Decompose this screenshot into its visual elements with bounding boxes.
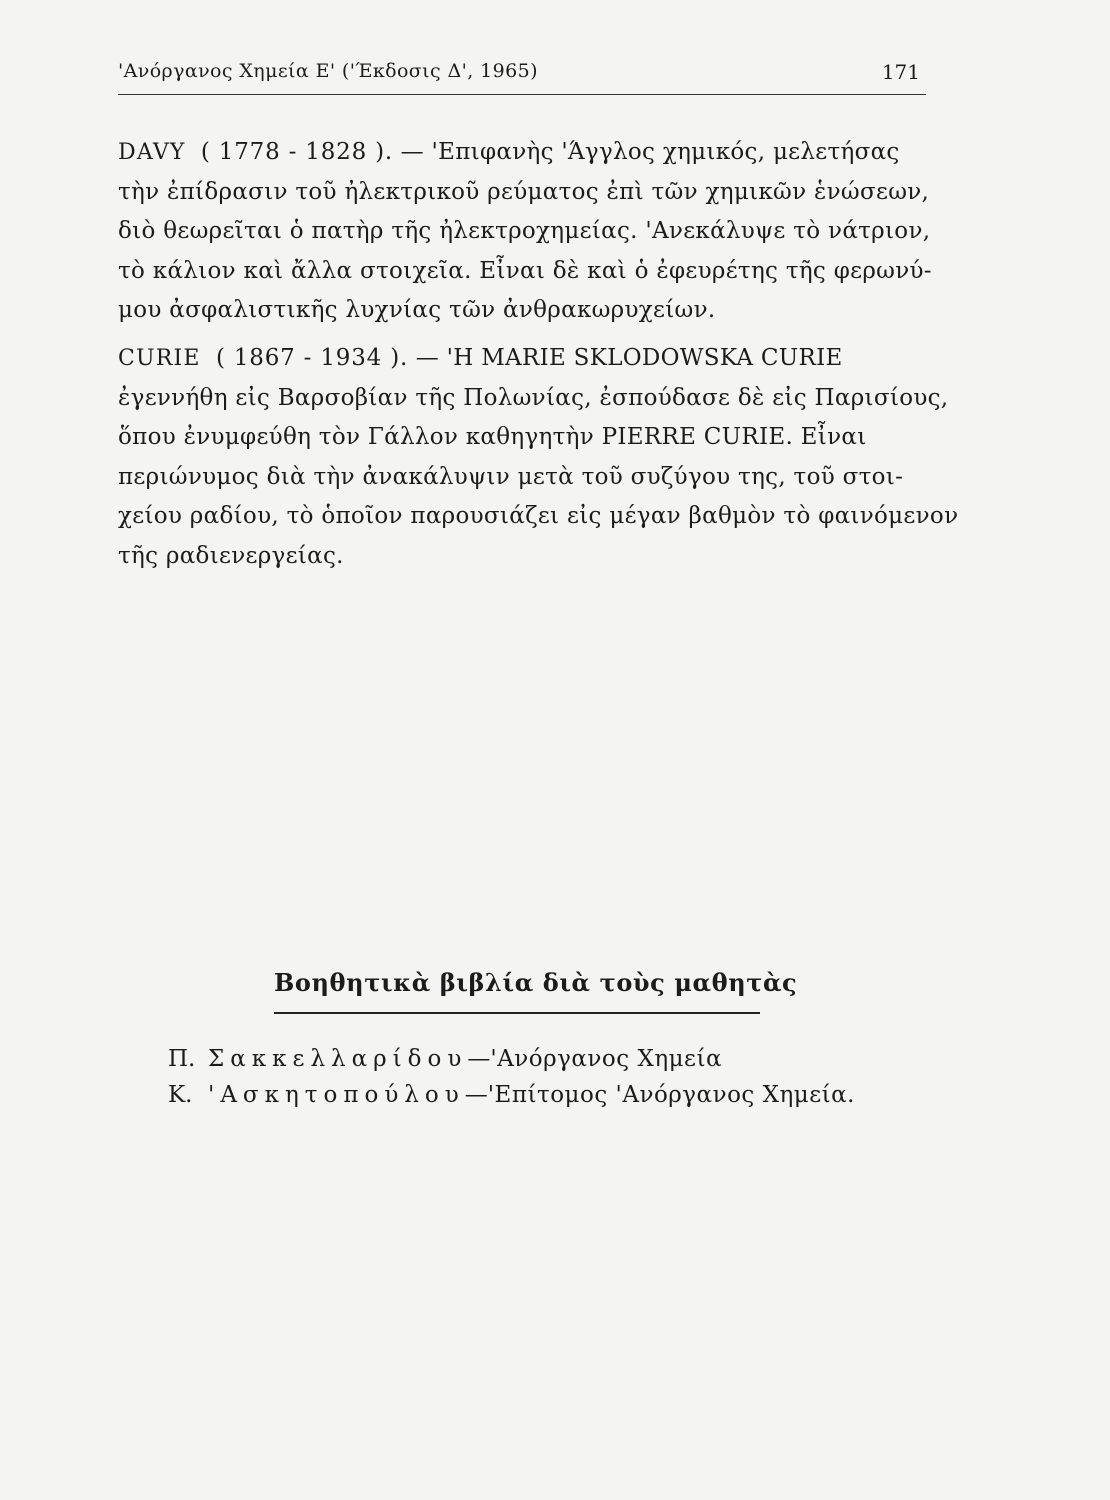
- page-number: 171: [881, 60, 920, 84]
- books-title-underline: [274, 1012, 760, 1014]
- entry-dates: ( 1867 - 1934 ).: [215, 345, 409, 371]
- entry-text-line: χείου ραδίου, τὸ ὁποῖον παρουσιάζει εἰς μέγαν βαθμὸν τὸ φαινόμενον: [118, 503, 959, 529]
- author-name: Σακκελλαρίδου: [208, 1046, 468, 1072]
- author-initial: Π.: [168, 1046, 196, 1072]
- header-rule: [118, 94, 926, 95]
- book-reference: [168, 1082, 855, 1108]
- entry-text-line: — 'Η MARIE SKLODOWSKA CURIE: [408, 345, 843, 371]
- book-title: 'Ανόργανος Χημεία: [490, 1046, 723, 1072]
- entry-name: CURIE: [118, 346, 201, 371]
- entry-text-line: τῆς ραδιενεργείας.: [118, 542, 344, 569]
- separator: —: [467, 1046, 491, 1072]
- entry-text-line: τὸ κάλιον καὶ ἄλλα στοιχεῖα. Εἶναι δὲ καὶ ὁ ἐφευρέτης τῆς φερωνύ-: [118, 257, 932, 284]
- entry-text-line: — 'Επιφανὴς 'Άγγλος χημικός, μελετήσας: [393, 139, 900, 165]
- book-reference: [168, 1046, 722, 1072]
- separator: —: [464, 1082, 488, 1108]
- books-section-title: Βοηθητικὰ βιβλία διὰ τοὺς μαθητὰς: [274, 968, 798, 997]
- entry-text-line: διὸ θεωρεῖται ὁ πατὴρ τῆς ἠλεκτροχημείας. 'Ανεκάλυψε τὸ νάτριον,: [118, 218, 931, 244]
- entry-text-line: τὴν ἐπίδρασιν τοῦ ἠλεκτρικοῦ ρεύματος ἐπὶ τῶν χημικῶν ἑνώσεων,: [118, 178, 930, 205]
- entry-text-line: ὅπου ἐνυμφεύθη τὸν Γάλλον καθηγητὴν PIERRE CURIE. Εἶναι: [118, 424, 867, 450]
- entry-text-line: περιώνυμος διὰ τὴν ἀνακάλυψιν μετὰ τοῦ συζύγου της, τοῦ στοι-: [118, 463, 904, 490]
- book-title: 'Επίτομος 'Ανόργανος Χημεία.: [487, 1082, 855, 1108]
- biography-entry-curie: [118, 339, 959, 576]
- entry-text-line: μου ἀσφαλιστικῆς λυχνίας τῶν ἀνθρακωρυχείων.: [118, 297, 716, 323]
- entry-name: DAVY: [118, 140, 186, 165]
- biography-entry-davy: [118, 133, 932, 331]
- entry-text-line: ἐγεννήθη εἰς Βαρσοβίαν τῆς Πολωνίας, ἐσπούδασε δὲ εἰς Παρισίους,: [118, 384, 949, 411]
- entry-first-line: [118, 339, 926, 379]
- running-title: 'Ανόργανος Χημεία Ε' ('Έκδοσις Δ', 1965): [118, 60, 538, 82]
- author-name: 'Ασκητοπούλου: [208, 1082, 465, 1108]
- entry-dates: ( 1778 - 1828 ).: [200, 139, 394, 165]
- entry-first-line: [118, 133, 926, 173]
- author-initial: Κ.: [168, 1082, 193, 1108]
